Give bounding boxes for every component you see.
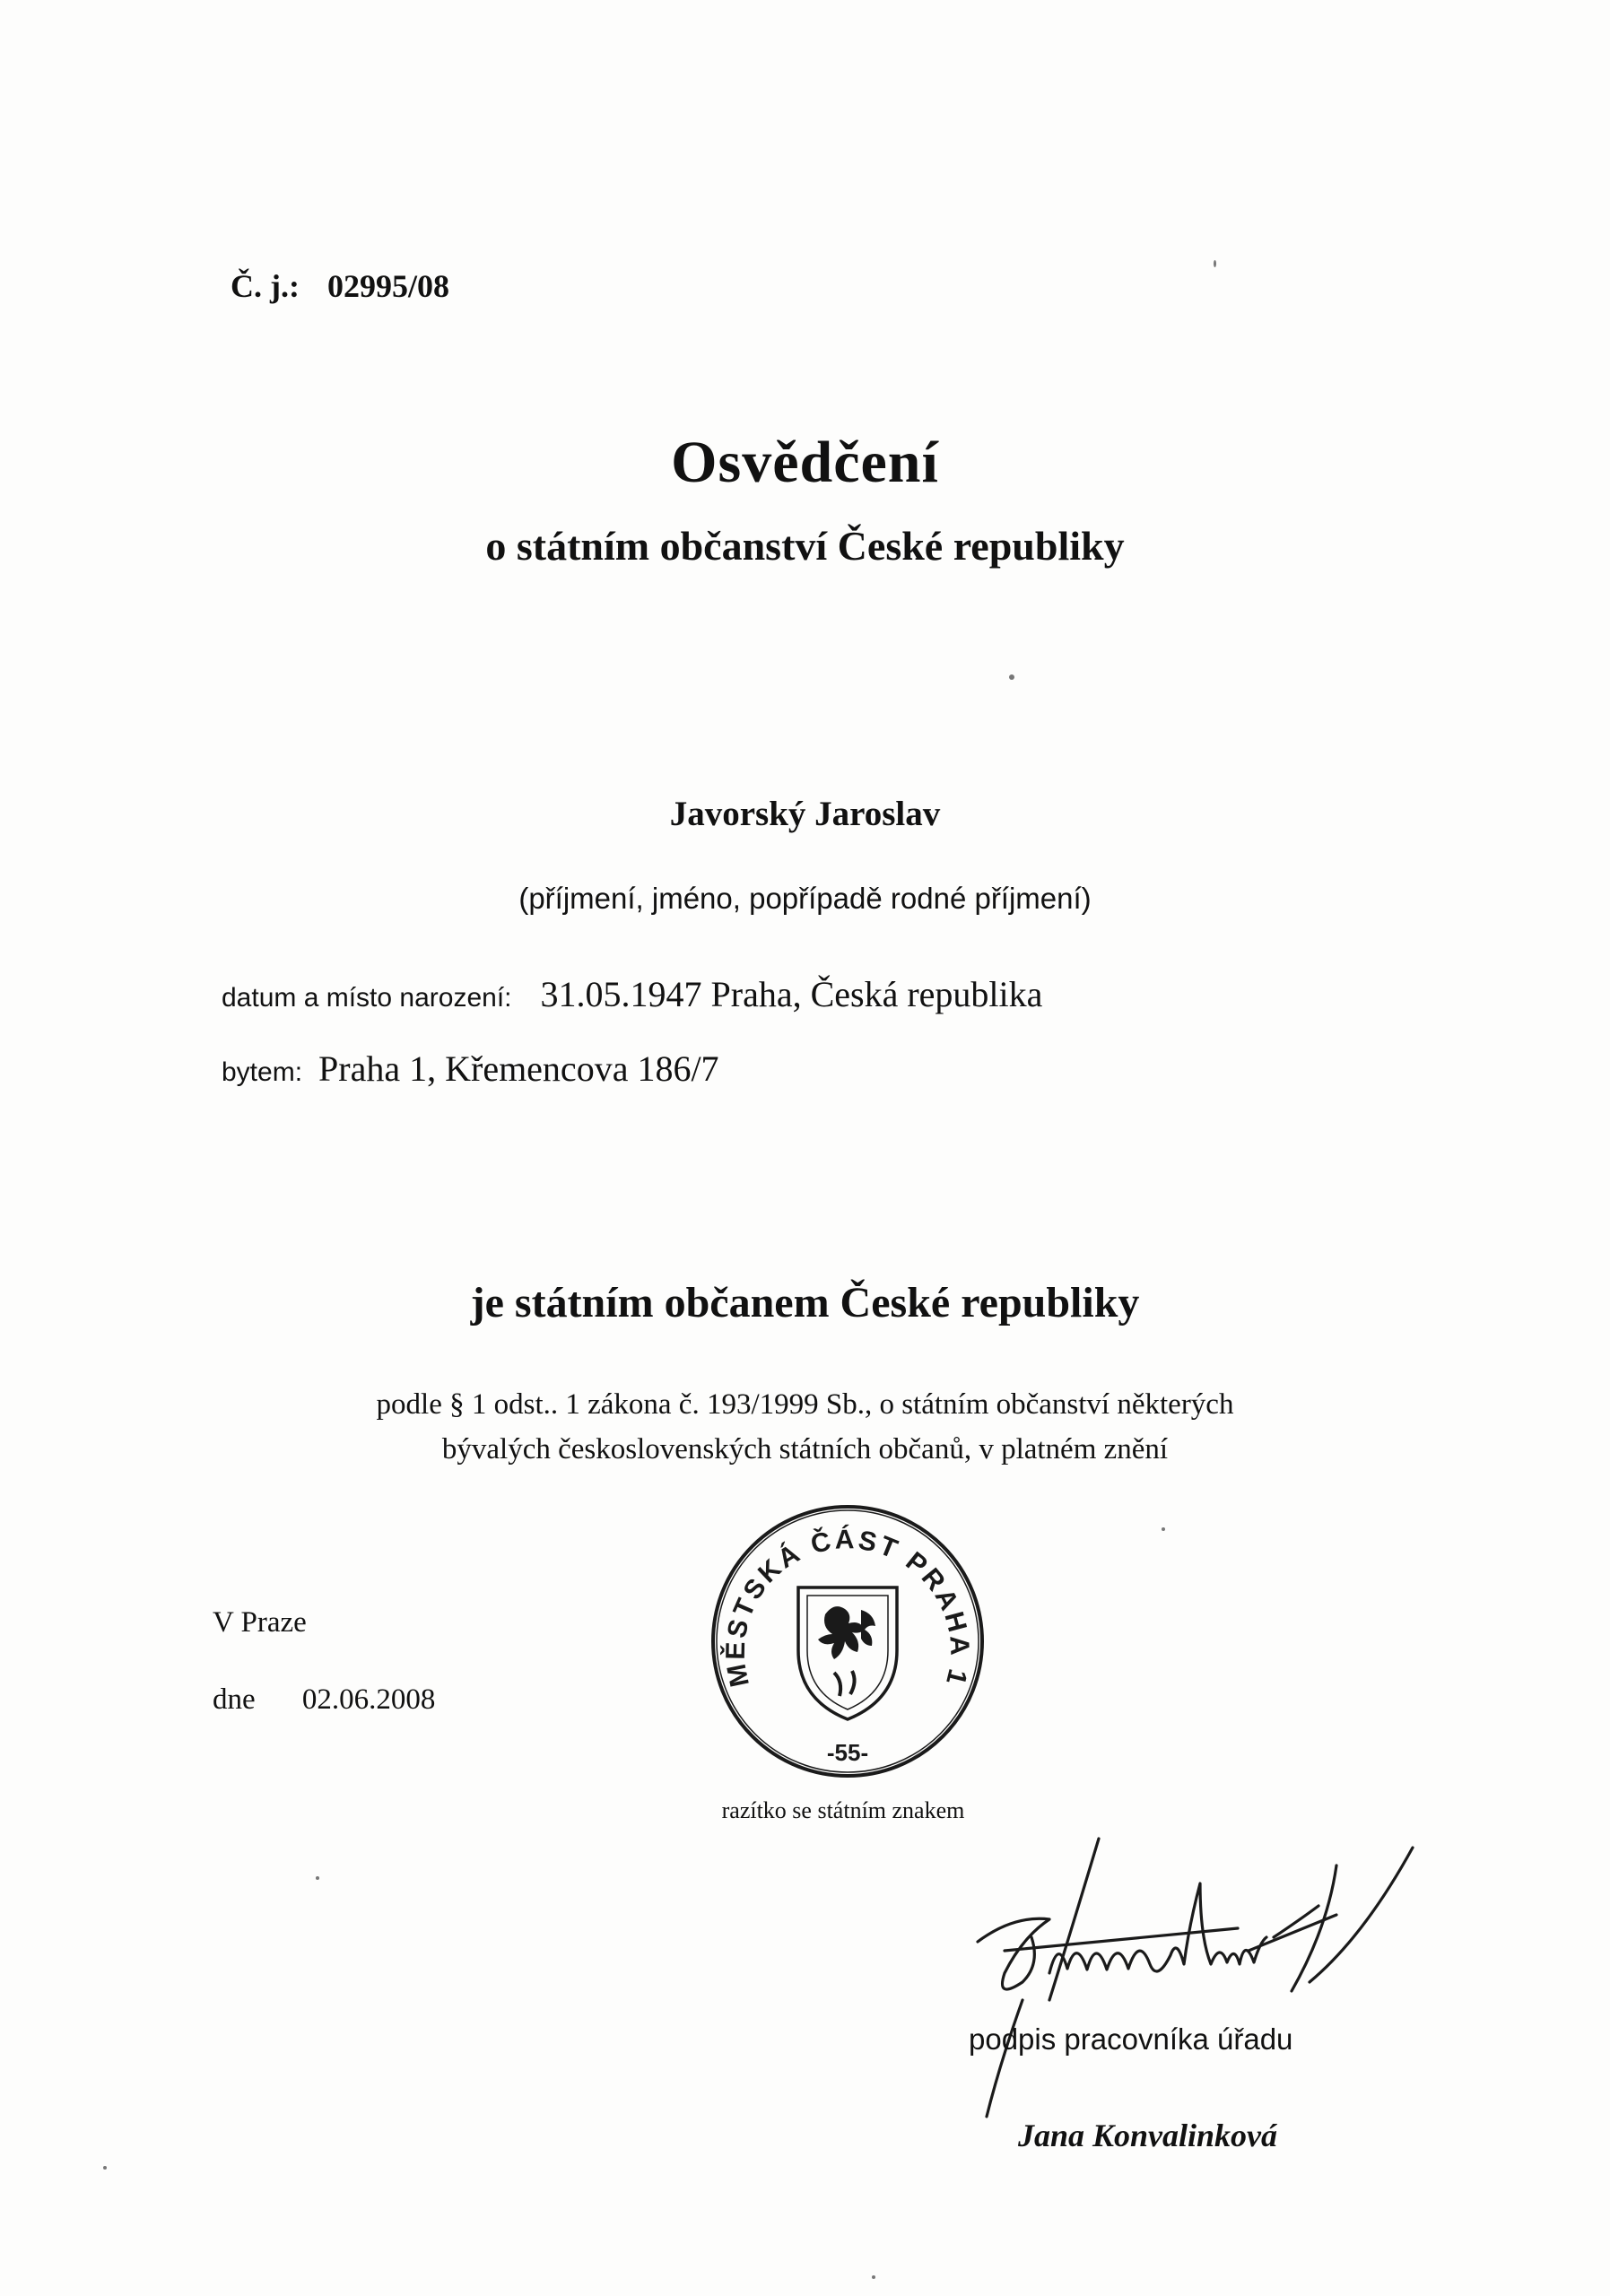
issue-date-value: 02.06.2008 (301, 1683, 436, 1716)
scan-speck (103, 2166, 107, 2170)
residence-row (222, 1048, 719, 1090)
scan-speck (316, 1876, 319, 1880)
residence-value: Praha 1, Křemencova 186/7 (318, 1048, 719, 1089)
issue-date-row (213, 1683, 435, 1717)
birth-label: datum a místo narození: (222, 983, 512, 1013)
issue-place: V Praze (213, 1606, 307, 1639)
scan-speck (1162, 1527, 1165, 1531)
reference-label: Č. j.: (231, 268, 300, 304)
birth-value: 31.05.1947 Praha, Česká republika (540, 974, 1043, 1014)
scan-speck (1214, 260, 1216, 267)
holder-name-caption: (příjmení, jméno, popřípadě rodné příjmení) (518, 882, 1092, 915)
stamp-caption: razítko se státním znakem (721, 1797, 965, 1823)
citizenship-statement: je státním občanem České republiky (470, 1279, 1140, 1326)
svg-text:MĚSTSKÁ ČÁST PRAHA 1 (720, 1524, 975, 1690)
coat-of-arms-icon (798, 1587, 897, 1719)
document-title: Osvědčení (671, 430, 939, 495)
issue-date-label: dne (213, 1683, 256, 1716)
seal-ring-text: MĚSTSKÁ ČÁST PRAHA 1 (720, 1525, 975, 1691)
scan-speck (872, 2275, 875, 2279)
reference-value: 02995/08 (326, 268, 449, 304)
document-subtitle: o státním občanství České republiky (485, 523, 1125, 569)
scan-speck (1009, 674, 1014, 680)
holder-name: Javorský Jaroslav (669, 795, 941, 833)
birth-row (222, 973, 1042, 1015)
reference-number (231, 267, 449, 305)
seal-number: -55- (826, 1739, 869, 1766)
handwritten-signature (915, 1830, 1444, 2126)
signer-name: Jana Konvalinková (1018, 2118, 1278, 2153)
legal-basis-line-1: podle § 1 odst.. 1 zákona č. 193/1999 Sb., o státním občanství některých (376, 1388, 1234, 1421)
legal-basis-line-2: bývalých československých státních občanů, v platném znění (441, 1433, 1169, 1465)
official-seal (700, 1493, 996, 1789)
signature-caption: podpis pracovníka úřadu (969, 2022, 1293, 2056)
residence-label: bytem: (222, 1057, 303, 1087)
